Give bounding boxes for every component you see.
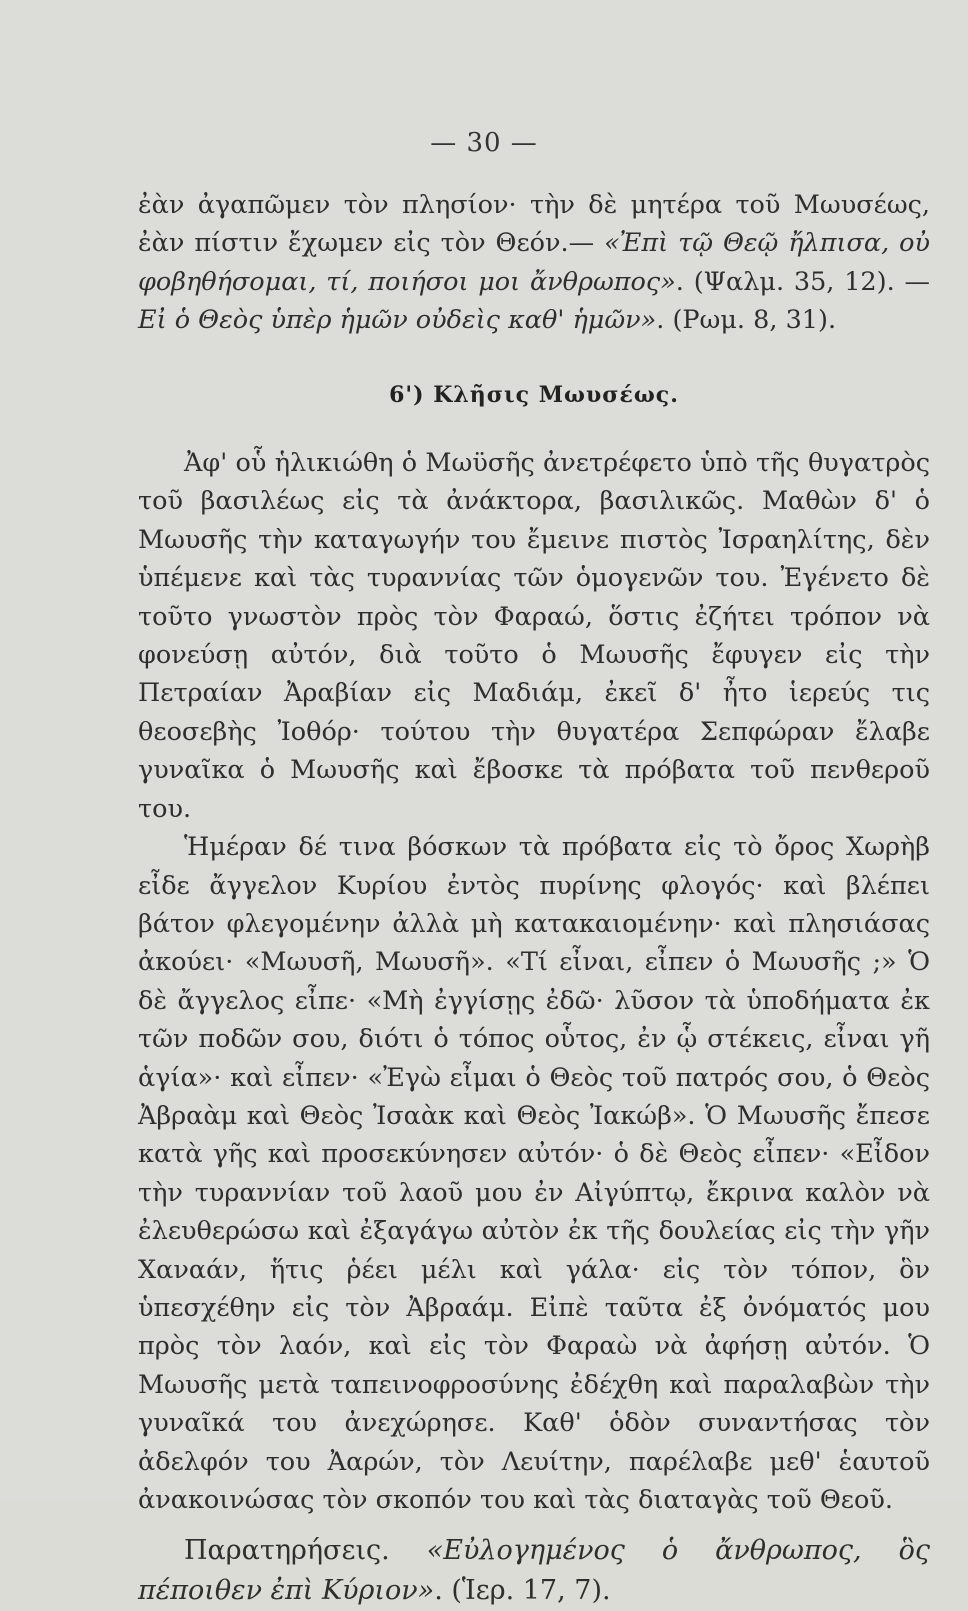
paragraph-remarks (138, 1531, 930, 1611)
remarks-reference: . (Ἱερ. 17, 7). (434, 1575, 611, 1607)
remarks-quote: «Εὐλογημένος ὁ ἄνθρωπος, ὃς πέποιθεν ἐπὶ Κύριον» (138, 1535, 930, 1607)
page-number: — 30 — (430, 128, 538, 158)
romans-reference: . (Ρωμ. 8, 31). (656, 305, 837, 336)
intro-text: ἐὰν ἀγαπῶμεν τὸν πλησίον· τὴν δὲ μητέρα τοῦ Μωυσέως, ἐὰν πίστιν ἔχωμεν εἰς τὸν Θεόν.— (138, 190, 930, 259)
paragraph-burning-bush: Ἡμέραν δέ τινα βόσκων τὰ πρόβατα εἰς τὸ ὄρος Χωρὴβ εἶδε ἄγγελον Κυρίου ἐντὸς πυρίνης φλογός· καὶ βλέπει βάτον φλεγομένην ἀλλὰ μὴ κατακαιομένην· καὶ πλησιάσας ἀκούει· «Μωυσῆ, Μωυσῆ». «Τί εἶναι, εἶπεν ὁ Μωυσῆς ;» Ὁ δὲ ἄγγελος εἶπε· «Μὴ ἐγγίσῃς ἐδῶ· λῦσον τὰ ὑποδήματα ἐκ τῶν ποδῶν σου, διότι ὁ τόπος οὗτος, ἐν ᾧ στέκεις, εἶναι γῆ ἁγία»· καὶ εἶπεν· «Ἐγὼ εἶμαι ὁ Θεὸς τοῦ πατρός σου, ὁ Θεὸς Ἀβραὰμ καὶ Θεὸς Ἰσαὰκ καὶ Θεὸς Ἰακώβ». Ὁ Μωυσῆς ἔπεσε κατὰ γῆς καὶ προσεκύνησεν αὐτόν· ὁ δὲ Θεὸς εἶπεν· «Εἶδον τὴν τυραννίαν τοῦ λαοῦ μου ἐν Αἰγύπτῳ, ἔκρινα καλὸν νὰ ἐλευθερώσω καὶ ἐξαγάγω αὐτὸν ἐκ τῆς δουλείας εἰς τὴν γῆν Χαναάν, ἥτις ῥέει μέλι καὶ γάλα· εἰς τὸν τόπον, ὃν ὑπεσχέθην εἰς τὸν Ἀβραάμ. Εἰπὲ ταῦτα ἐξ ὀνόματός μου πρὸς τὸν λαόν, καὶ εἰς τὸν Φαραὼ νὰ ἀφήσῃ αὐτόν. Ὁ Μωυσῆς μετὰ ταπεινοφροσύνης ἐδέχθη καὶ παραλαβὼν τὴν γυναῖκά του ἀνεχώρησε. Καθ' ὁδὸν συναντήσας τὸν ἀδελφόν του Ἀαρών, τὸν Λευίτην, παρέλαβε μεθ' ἑαυτοῦ ἀνακοινώσας τὸν σκοπόν του καὶ τὰς διαταγὰς τοῦ Θεοῦ. (138, 832, 930, 1515)
romans-quote: Εἰ ὁ Θεὸς ὑπὲρ ἡμῶν οὐδεὶς καθ' ἡμῶν» (138, 305, 657, 336)
psalm-reference: . (Ψαλμ. 35, 12). — (675, 266, 930, 297)
paragraph-intro (138, 186, 930, 340)
paragraph-moses-youth: Ἀφ' οὗ ἡλικιώθη ὁ Μωϋσῆς ἀνετρέφετο ὑπὸ τῆς θυγατρὸς τοῦ βασιλέως εἰς τὰ ἀνάκτορα, βασιλικῶς. Μαθὼν δ' ὁ Μωυσῆς τὴν καταγωγήν του ἔμεινε πιστὸς Ἰσραηλίτης, δὲν ὑπέμενε καὶ τὰς τυραννίας τῶν ὁμογενῶν του. Ἐγένετο δὲ τοῦτο γνωστὸν πρὸς τὸν Φαραώ, ὅστις ἐζήτει τρόπον νὰ φονεύσῃ αὐτόν, διὰ τοῦτο ὁ Μωυσῆς ἔφυγεν εἰς τὴν Πετραίαν Ἀραβίαν εἰς Μαδιάμ, ἐκεῖ δ' ἦτο ἱερεύς τις θεοσεβὴς Ἰοθόρ· τούτου τὴν θυγατέρα Σεπφώραν ἔλαβε γυναῖκα ὁ Μωυσῆς καὶ ἔβοσκε τὰ πρόβατα τοῦ πενθεροῦ του. (138, 448, 930, 824)
remarks-label: Παρατηρήσεις. (184, 1535, 427, 1567)
page-text (138, 186, 930, 1611)
psalm-quote: «Ἐπὶ τῷ Θεῷ ἤλπισα, οὐ φοβηθήσομαι, τί, ποιήσοι μοι ἄνθρωπος» (138, 228, 930, 297)
section-heading: 6') Κλῆσις Μωυσέως. (389, 381, 679, 408)
